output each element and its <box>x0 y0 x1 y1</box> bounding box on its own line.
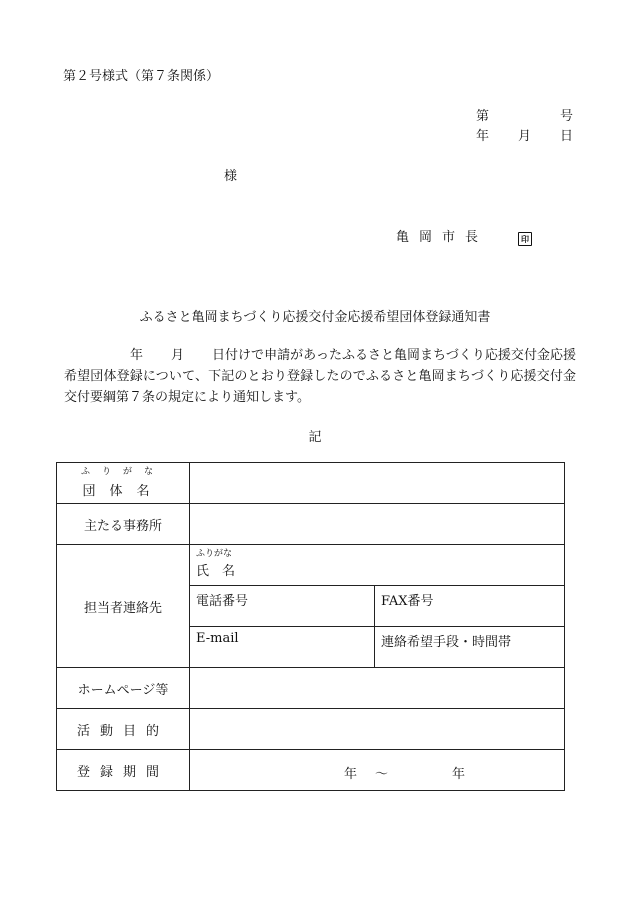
reference-day: 日 <box>560 129 574 144</box>
body-paragraph: 日付けで申請があったふるさと亀岡まちづくり応援交付金応援希望団体登録について、下記のとおり登録したのでふるさと亀岡まちづくり応援交付金交付要綱第７条の規定により通知します。 <box>64 348 576 405</box>
homepage-label: ホームページ等 <box>57 668 190 709</box>
group-name-value[interactable] <box>190 463 565 504</box>
table-row <box>57 750 565 791</box>
reference-dai: 第 <box>476 109 490 124</box>
reference-go: 号 <box>560 109 574 124</box>
email-cell[interactable] <box>190 627 375 668</box>
purpose-value[interactable] <box>190 709 565 750</box>
reference-year: 年 <box>476 129 490 144</box>
issuer-title: 亀岡市長 <box>396 230 489 245</box>
issuer <box>396 226 532 246</box>
phone-label: 電話番号 <box>196 594 249 609</box>
document-title: ふるさと亀岡まちづくり応援交付金応援希望団体登録通知書 <box>139 310 491 325</box>
email-label: E-mail <box>196 631 239 646</box>
fax-cell[interactable] <box>375 586 565 627</box>
fax-label: FAX番号 <box>381 594 434 609</box>
form-number: 第２号様式（第７条関係） <box>63 69 220 84</box>
main-office-label: 主たる事務所 <box>57 504 190 545</box>
contact-furigana: ふりがな <box>196 549 233 559</box>
homepage-value[interactable] <box>190 668 565 709</box>
group-name-label: 団体名 <box>82 484 164 499</box>
contact-name-cell[interactable] <box>190 545 565 586</box>
addressee-honorific: 様 <box>224 169 238 184</box>
purpose-label-cell <box>57 709 190 750</box>
seal-mark: 印 <box>518 232 532 246</box>
table-row <box>57 668 565 709</box>
main-office-value[interactable] <box>190 504 565 545</box>
phone-cell[interactable] <box>190 586 375 627</box>
table-row <box>57 709 565 750</box>
contact-method-cell[interactable] <box>375 627 565 668</box>
registration-table <box>56 462 565 791</box>
table-row <box>57 504 565 545</box>
contact-label: 担当者連絡先 <box>57 545 190 668</box>
purpose-label: 活動目的 <box>76 723 169 739</box>
period-label-cell <box>57 750 190 791</box>
table-row <box>57 463 565 504</box>
ki-heading: 記 <box>308 430 322 445</box>
body-month: 月 <box>171 348 185 363</box>
reference-month: 月 <box>518 129 532 144</box>
body-text <box>64 345 576 408</box>
period-start-year: 年 <box>344 767 358 782</box>
reference-number <box>476 105 572 123</box>
contact-method-label: 連絡希望手段・時間帯 <box>381 635 512 650</box>
table-row <box>57 545 565 586</box>
contact-name-label: 氏 名 <box>196 564 236 579</box>
furigana-label: ふりがな <box>80 467 165 477</box>
body-year: 年 <box>130 348 144 363</box>
period-end-year: 年 <box>452 767 466 782</box>
period-tilde: ～ <box>375 767 389 782</box>
period-label: 登録期間 <box>76 764 169 780</box>
period-value[interactable] <box>190 750 565 791</box>
group-name-label-cell <box>57 463 190 504</box>
reference-date <box>476 125 572 143</box>
